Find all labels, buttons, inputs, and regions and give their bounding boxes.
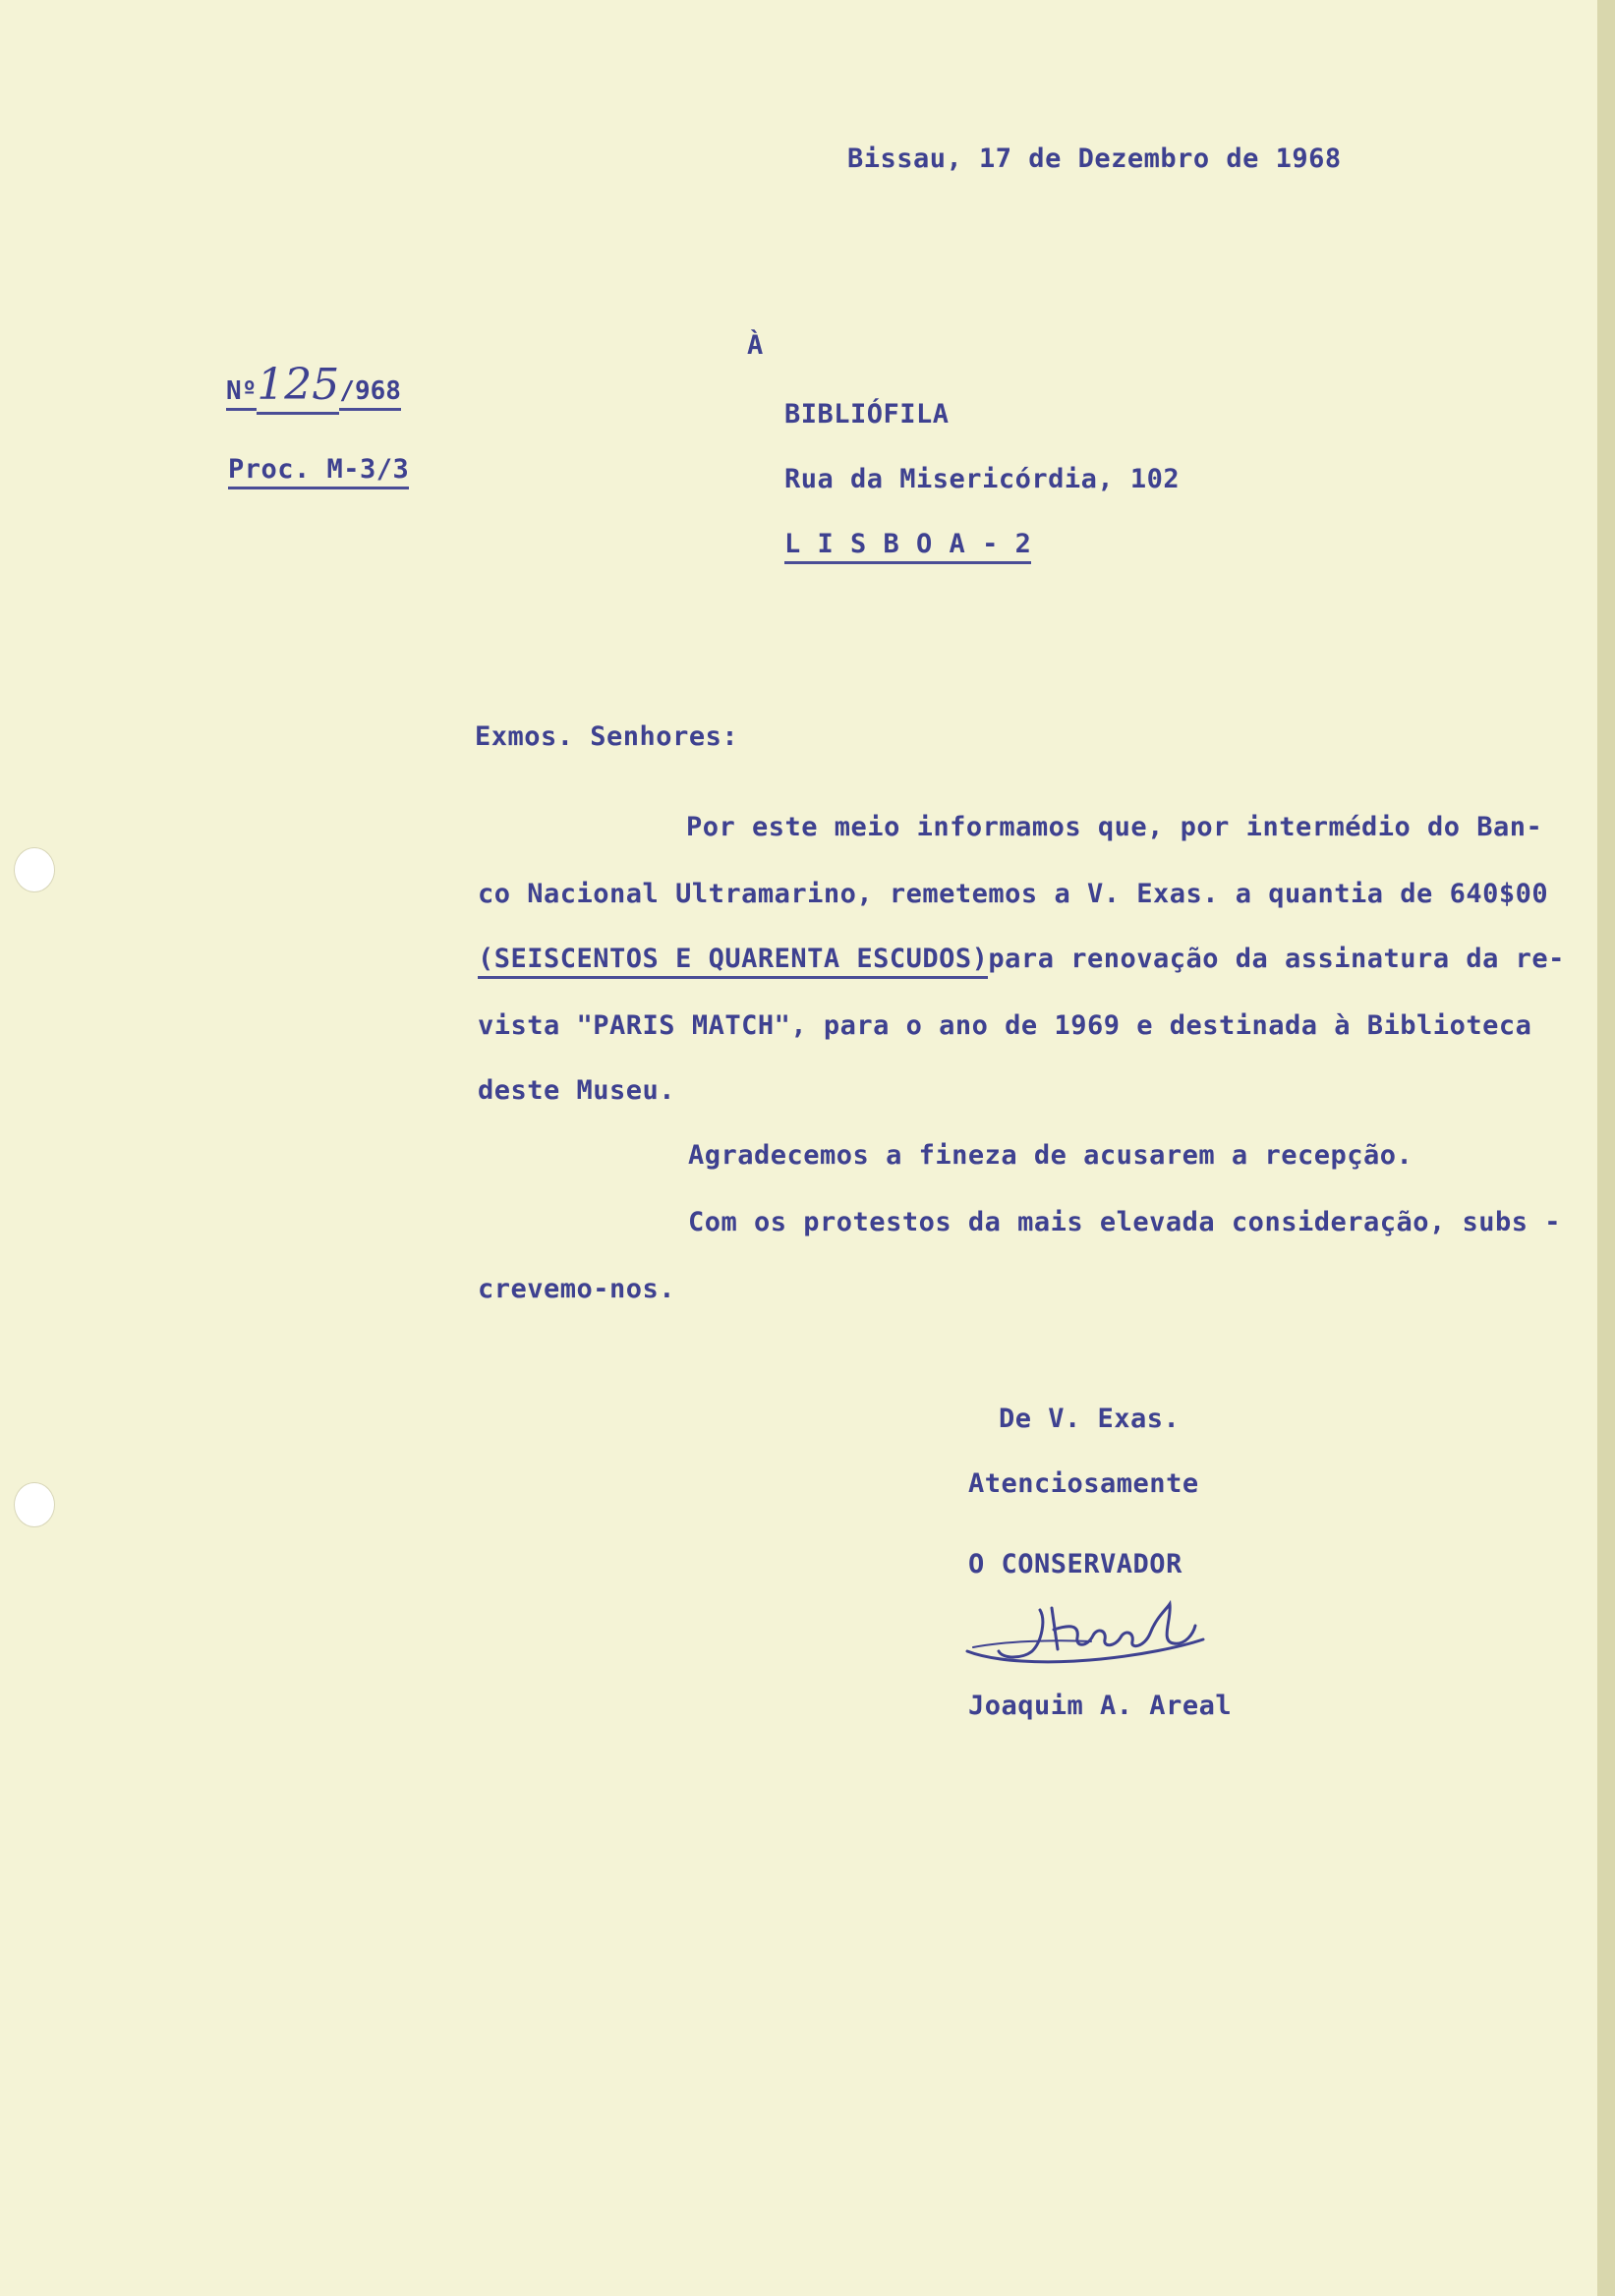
greeting: Exmos. Senhores: xyxy=(475,721,739,752)
recipient-city-text: L I S B O A - 2 xyxy=(784,529,1031,564)
closing-line-2: Atenciosamente xyxy=(968,1468,1199,1499)
body-line-8: crevemo-nos. xyxy=(478,1274,676,1304)
process-label: Proc. M-3/3 xyxy=(228,454,409,489)
place-date: Bissau, 17 de Dezembro de 1968 xyxy=(847,144,1342,174)
body-line-3-rest: para renovação da assinatura da re- xyxy=(988,944,1565,974)
closing-title: O CONSERVADOR xyxy=(968,1549,1182,1579)
punch-hole-bottom xyxy=(14,1482,55,1527)
body-line-1: Por este meio informamos que, por intermédio do Ban- xyxy=(686,812,1543,842)
paper-edge xyxy=(1597,0,1615,2296)
body-line-2: co Nacional Ultramarino, remetemos a V. Exas. a quantia de 640$00 xyxy=(478,879,1549,909)
body-line-6: Agradecemos a fineza de acusarem a recepção. xyxy=(688,1140,1413,1171)
body-line-5: deste Museu. xyxy=(478,1075,676,1106)
recipient-city xyxy=(784,529,1031,559)
signature xyxy=(963,1590,1229,1679)
reference-suffix: /968 xyxy=(339,376,401,411)
signature-drawing xyxy=(963,1590,1229,1679)
closing-line-1: De V. Exas. xyxy=(999,1404,1181,1434)
body-line-7: Com os protestos da mais elevada consideração, subs - xyxy=(688,1207,1562,1237)
recipient-name: BIBLIÓFILA xyxy=(784,399,950,430)
recipient-prefix: À xyxy=(747,330,764,361)
signatory-name: Joaquim A. Areal xyxy=(968,1691,1233,1721)
process-reference xyxy=(228,454,409,485)
body-line-4: vista "PARIS MATCH", para o ano de 1969 e destinada à Biblioteca xyxy=(478,1010,1532,1041)
amount-in-words: (SEISCENTOS E QUARENTA ESCUDOS) xyxy=(478,944,988,979)
reference-handwritten-number: 125 xyxy=(257,360,339,415)
reference-prefix: Nº xyxy=(226,376,257,411)
recipient-street: Rua da Misericórdia, 102 xyxy=(784,464,1181,494)
punch-hole-top xyxy=(14,847,55,892)
reference-number xyxy=(226,360,401,410)
body-line-3 xyxy=(478,944,1565,974)
